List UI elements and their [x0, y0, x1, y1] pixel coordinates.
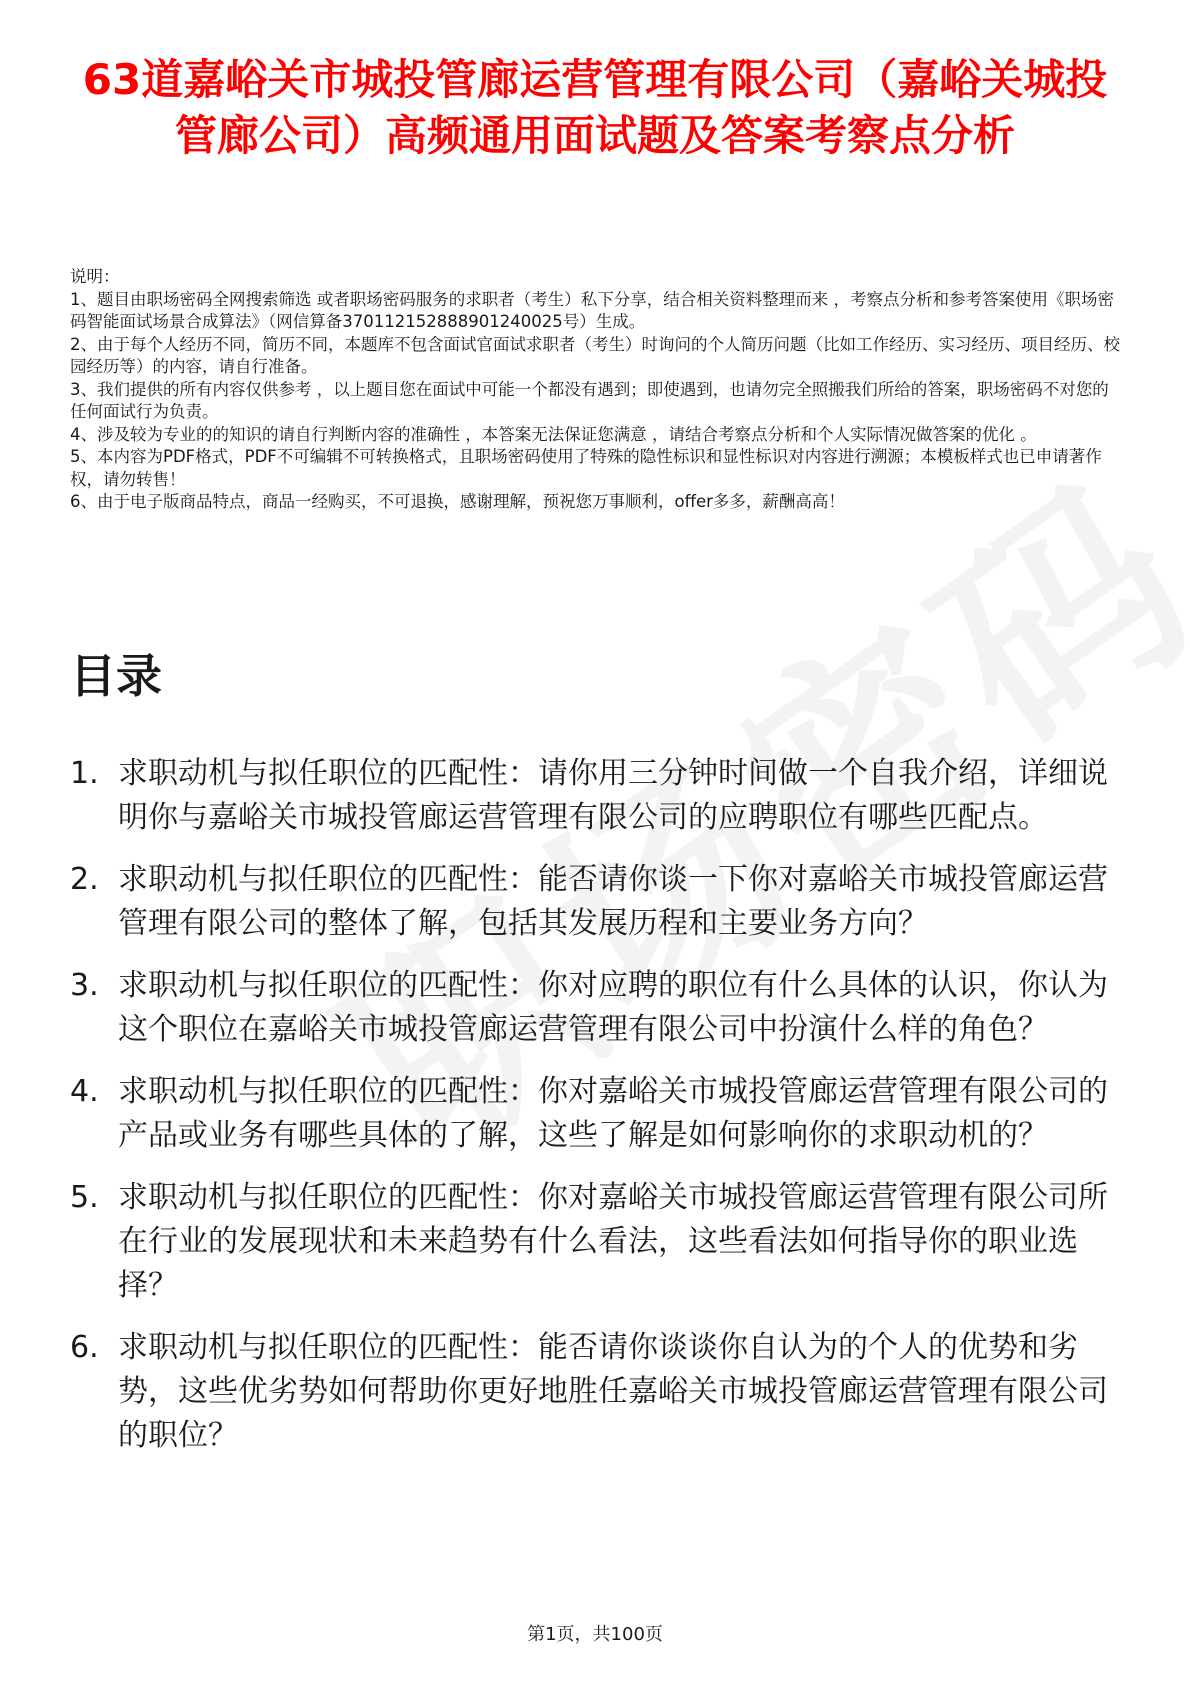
- note-item: 5、本内容为PDF格式，PDF不可编辑不可转换格式，且职场密码使用了特殊的隐性标识和显性标识对内容进行溯源；本模板样式也已申请著作权，请勿转售！: [70, 447, 1102, 489]
- toc-item-number: 1.: [70, 756, 99, 791]
- toc-item-text: 求职动机与拟任职位的匹配性：请你用三分钟时间做一个自我介绍，详细说明你与嘉峪关市城投管廊运营管理有限公司的应聘职位有哪些匹配点。: [118, 756, 1108, 835]
- table-of-contents: [70, 752, 1120, 1476]
- toc-item-number: 5.: [70, 1180, 99, 1215]
- toc-item-text: 求职动机与拟任职位的匹配性：你对应聘的职位有什么具体的认识，你认为这个职位在嘉峪关市城投管廊运营管理有限公司中扮演什么样的角色？: [118, 968, 1108, 1047]
- toc-item-number: 3.: [70, 968, 99, 1003]
- toc-item-text: 求职动机与拟任职位的匹配性：你对嘉峪关市城投管廊运营管理有限公司所在行业的发展现状和未来趋势有什么看法，这些看法如何指导你的职业选择？: [118, 1180, 1108, 1303]
- notes-section: [70, 266, 1120, 514]
- notes-heading: 说明：: [70, 267, 120, 286]
- toc-item[interactable]: [70, 1326, 1120, 1458]
- note-item: 1、题目由职场密码全网搜索筛选 或者职场密码服务的求职者（考生）私下分享，结合相关资料整理而来 ，考察点分析和参考答案使用《职场密码智能面试场景合成算法》（网信算备370112152888901240025号）生成。: [70, 289, 1114, 331]
- toc-item-number: 2.: [70, 862, 99, 897]
- note-item: 6、由于电子版商品特点，商品一经购买，不可退换，感谢理解，预祝您万事顺利，offer多多，薪酬高高！: [70, 492, 845, 511]
- toc-item[interactable]: [70, 858, 1120, 946]
- toc-item-number: 4.: [70, 1074, 99, 1109]
- toc-item-number: 6.: [70, 1330, 99, 1365]
- toc-item[interactable]: [70, 752, 1120, 840]
- toc-item-text: 求职动机与拟任职位的匹配性：你对嘉峪关市城投管廊运营管理有限公司的产品或业务有哪些具体的了解，这些了解是如何影响你的求职动机的？: [118, 1074, 1108, 1153]
- toc-item-text: 求职动机与拟任职位的匹配性：能否请你谈一下你对嘉峪关市城投管廊运营管理有限公司的整体了解，包括其发展历程和主要业务方向？: [118, 862, 1108, 941]
- note-item: 4、涉及较为专业的的知识的请自行判断内容的准确性 ，本答案无法保证您满意 ，请结合考察点分析和个人实际情况做答案的优化 。: [70, 424, 1037, 444]
- document-title: 63道嘉峪关市城投管廊运营管理有限公司（嘉峪关城投管廊公司）高频通用面试题及答案考察点分析: [82, 55, 1108, 160]
- note-item: 2、由于每个人经历不同，简历不同，本题库不包含面试官面试求职者（考生）时询问的个人简历问题（比如工作经历、实习经历、项目经历、校园经历等）的内容，请自行准备。: [70, 334, 1120, 376]
- toc-item-text: 求职动机与拟任职位的匹配性：能否请你谈谈你自认为的个人的优势和劣势，这些优劣势如何帮助你更好地胜任嘉峪关市城投管廊运营管理有限公司的职位？: [118, 1330, 1108, 1453]
- toc-heading: 目录: [70, 649, 162, 703]
- toc-item[interactable]: [70, 1070, 1120, 1158]
- page-footer: 第1页，共100页: [527, 1624, 663, 1645]
- toc-item[interactable]: [70, 964, 1120, 1052]
- toc-item[interactable]: [70, 1176, 1120, 1308]
- note-item: 3、我们提供的所有内容仅供参考 ，以上题目您在面试中可能一个都没有遇到；即使遇到，也请勿完全照搬我们所给的答案，职场密码不对您的任何面试行为负责。: [70, 379, 1109, 421]
